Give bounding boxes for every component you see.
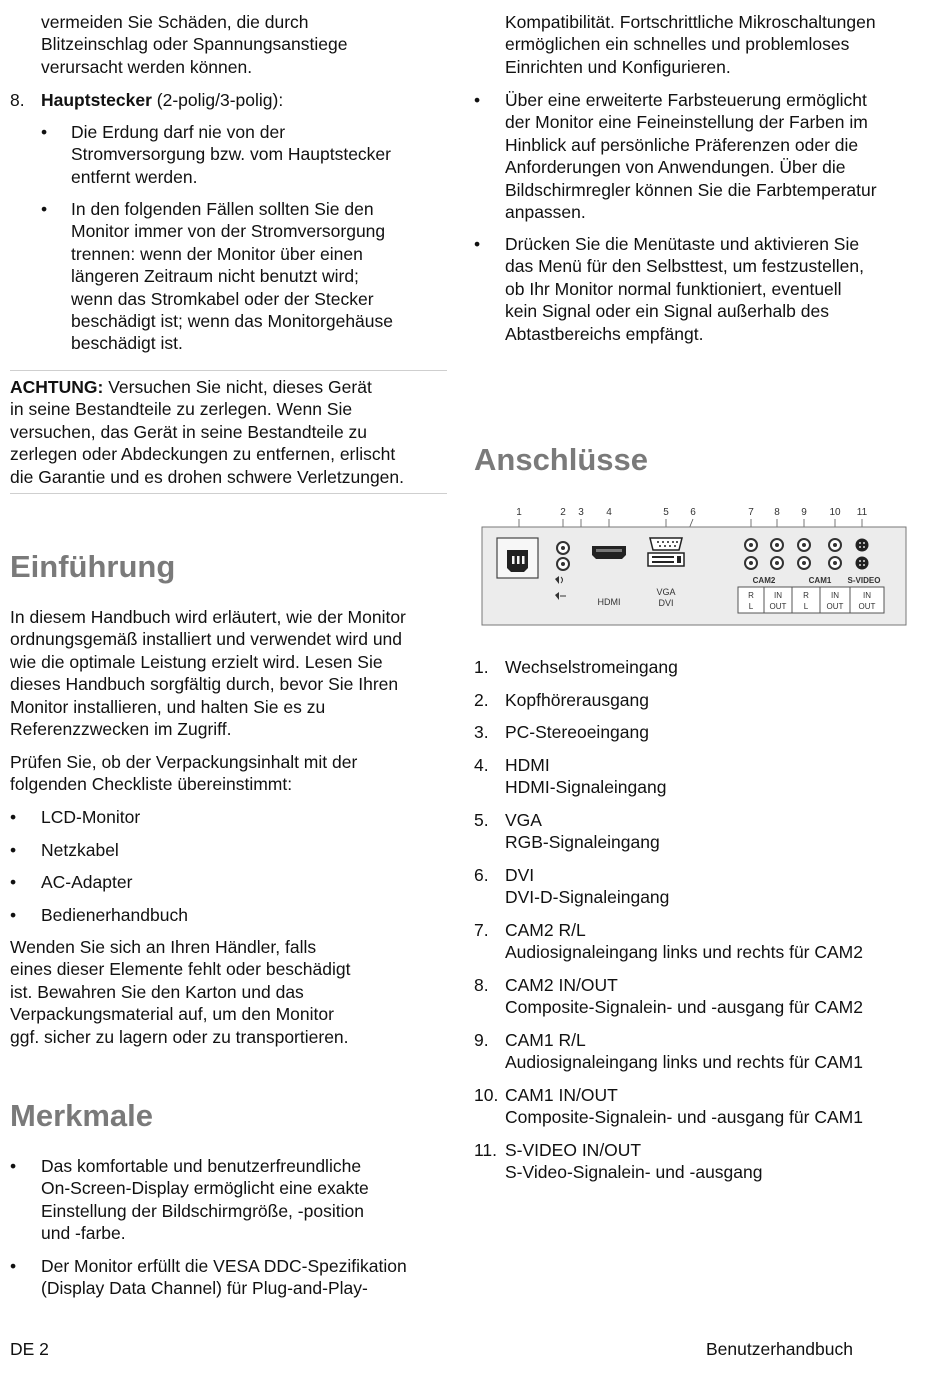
pc-audio-jack-icon: [557, 558, 569, 570]
hdmi-label: HDMI: [597, 597, 621, 607]
text-line: eines dieser Elemente fehlt oder beschädigt: [10, 959, 351, 980]
text-line: [10, 376, 447, 398]
port-number-label: 6: [690, 507, 696, 518]
text-line: Hinblick auf persönliche Präferenzen oder die: [505, 134, 859, 155]
bullet-glyph: •: [474, 234, 481, 254]
text-line: PC-Stereoeingang: [505, 722, 649, 742]
text-line: zerlegen oder Abdeckungen zu entfernen, erlischt: [10, 444, 396, 465]
cam1-label: CAM1: [808, 576, 832, 585]
paragraph: [10, 936, 447, 1048]
list-item-label: [41, 89, 283, 111]
text-line: CAM1 IN/OUT: [505, 1085, 618, 1105]
bullet-glyph: •: [474, 90, 481, 110]
text-line: entfernt werden.: [71, 166, 198, 187]
text-line: S-VIDEO IN/OUT: [505, 1140, 642, 1160]
page-number: DE 2: [10, 1339, 49, 1359]
text-line: Einrichten und Konfigurieren.: [505, 56, 731, 77]
list-item-label: Bedienerhandbuch: [41, 905, 188, 925]
text-line: ggf. sicher zu lagern oder zu transportieren.: [10, 1026, 349, 1047]
port-number-label: 9: [801, 507, 807, 518]
text-line: wenn das Stromkabel oder der Stecker: [71, 288, 374, 309]
text-line: Drücken Sie die Menütaste und aktivieren Sie: [505, 234, 860, 254]
text-line: die Garantie und es drohen schwere Verletzungen.: [10, 466, 405, 487]
text-line: DVI-D-Signaleingang: [505, 887, 670, 908]
bullet-glyph: •: [41, 122, 48, 142]
dvi-label: DVI: [658, 598, 674, 608]
bullet-glyph: •: [10, 1256, 17, 1276]
list-item-label: LCD-Monitor: [41, 807, 141, 827]
intro-continuation: [41, 11, 441, 78]
list-number: 3.: [474, 722, 489, 742]
text-line: Wechselstromeingang: [505, 657, 678, 677]
list-number: 4.: [474, 755, 489, 775]
out-label: OUT: [858, 602, 876, 611]
text-line: anpassen.: [505, 202, 586, 223]
text-line: S-Video-Signalein- und -ausgang: [505, 1162, 763, 1183]
bullet-glyph: •: [10, 807, 17, 827]
l-label: L: [748, 602, 754, 611]
section-heading-merkmale: Merkmale: [10, 1098, 154, 1133]
text-line: Monitor immer von der Stromversorgung: [71, 221, 386, 242]
text-line: Stromversorgung bzw. vom Hauptstecker: [71, 144, 391, 165]
text-line: Einstellung der Bildschirmgröße, -position: [41, 1200, 364, 1221]
text-line: Verpackungsmaterial auf, um den Monitor: [10, 1004, 334, 1025]
ac-inlet-icon: [497, 538, 538, 578]
text-line: Abtastbereichs empfängt.: [505, 323, 704, 344]
text-line: DVI: [505, 865, 535, 885]
list-item-label: AC-Adapter: [41, 872, 133, 892]
text-line: CAM2 R/L: [505, 920, 586, 940]
port-number-label: 7: [748, 507, 754, 518]
text-line: Das komfortable und benutzerfreundliche: [41, 1156, 362, 1176]
bold-term: Hauptstecker: [41, 90, 152, 110]
svideo-label: S-VIDEO: [847, 576, 881, 585]
section-heading-anschluesse: Anschlüsse: [474, 442, 649, 477]
caution-label: ACHTUNG:: [10, 377, 104, 397]
text-line: ist. Bewahren Sie den Karton und das: [10, 981, 304, 1002]
text-line: in seine Bestandteile zu zerlegen. Wenn Sie: [10, 399, 353, 420]
text-line: VGA: [505, 810, 542, 830]
text-line: Über eine erweiterte Farbsteuerung ermöglicht: [505, 90, 867, 110]
port-number-label: 8: [774, 507, 780, 518]
text-line: der Monitor eine Feineinstellung der Farben im: [505, 112, 868, 133]
section-heading-einfuehrung: Einführung: [10, 549, 176, 584]
hdmi-port-icon: [592, 546, 626, 559]
text-line: HDMI: [505, 755, 550, 775]
port-number-label: 1: [516, 507, 522, 518]
out-label: OUT: [769, 602, 787, 611]
caution-text: Versuchen Sie nicht, dieses Gerät: [103, 377, 372, 397]
text-line: Kopfhörerausgang: [505, 690, 649, 710]
in-label: IN: [831, 591, 839, 600]
text-line: Anforderungen von Anwendungen. Über die: [505, 157, 846, 178]
text-line: CAM2 IN/OUT: [505, 975, 618, 995]
document-title: Benutzerhandbuch: [706, 1339, 853, 1359]
list-number: 7.: [474, 920, 489, 940]
r-label: R: [803, 591, 809, 600]
text-line: Bildschirmregler können Sie die Farbtemperatur: [505, 179, 877, 200]
text-line: ermöglichen ein schnelles und problemloses: [505, 34, 850, 55]
text-line: In diesem Handbuch wird erläutert, wie der Monitor: [10, 607, 406, 627]
bullet-glyph: •: [10, 1156, 17, 1176]
text-line: (Display Data Channel) für Plug-and-Play-: [41, 1278, 368, 1299]
bullet-glyph: •: [10, 840, 17, 860]
text-line: folgenden Checkliste übereinstimmt:: [10, 774, 293, 795]
text-line: beschädigt ist.: [71, 333, 183, 354]
paragraph: [10, 751, 447, 796]
list-number: 5.: [474, 810, 489, 830]
feature-continuation: [505, 11, 925, 78]
port-number-label: 5: [663, 507, 669, 518]
text-line: längeren Zeitraum nicht benutzt wird;: [71, 266, 359, 287]
in-label: IN: [863, 591, 871, 600]
text-line: ordnungsgemäß installiert und verwendet wird und: [10, 629, 403, 650]
text-line: RGB-Signaleingang: [505, 832, 660, 853]
list-number: 11.: [474, 1140, 498, 1160]
port-number-label: 3: [578, 507, 584, 518]
text-line: Wenden Sie sich an Ihren Händler, falls: [10, 937, 317, 957]
text-line: CAM1 R/L: [505, 1030, 586, 1050]
dvi-port-icon: [648, 553, 684, 566]
divider: [10, 493, 447, 494]
text-line: und -farbe.: [41, 1223, 126, 1244]
text-line: Referenzzwecken im Zugriff.: [10, 719, 232, 740]
in-label: IN: [774, 591, 782, 600]
text-line: Audiosignaleingang links und rechts für CAM1: [505, 1052, 863, 1073]
l-label: L: [803, 602, 809, 611]
list-number: 6.: [474, 865, 489, 885]
text-line: beschädigt ist; wenn das Monitorgehäuse: [71, 311, 394, 332]
list-number: 8.: [10, 90, 25, 110]
list-number: 2.: [474, 690, 489, 710]
text-line: Kompatibilität. Fortschrittliche Mikroschaltungen: [505, 12, 876, 32]
bullet-glyph: •: [41, 199, 48, 219]
text-line: HDMI-Signaleingang: [505, 777, 667, 798]
divider: [10, 370, 447, 371]
vga-label: VGA: [656, 587, 676, 597]
text-line: kein Signal oder ein Signal außerhalb des: [505, 301, 829, 322]
connector-panel-diagram: [480, 500, 912, 630]
port-number-label: 4: [606, 507, 612, 518]
list-item-label: Netzkabel: [41, 840, 119, 860]
r-label: R: [748, 591, 754, 600]
text-line: Composite-Signalein- und -ausgang für CAM2: [505, 997, 863, 1018]
text-line: Blitzeinschlag oder Spannungsanstiege: [41, 34, 348, 55]
text-line: versuchen, das Gerät in seine Bestandteile zu: [10, 421, 368, 442]
text-line: das Menü für den Selbsttest, um festzustellen,: [505, 256, 864, 277]
list-number: 10.: [474, 1085, 499, 1105]
port-number-label: 10: [829, 507, 841, 518]
cam2-label: CAM2: [752, 576, 776, 585]
text-line: Die Erdung darf nie von der: [71, 122, 286, 142]
text-line: Monitor installieren, und halten Sie es zu: [10, 696, 326, 717]
text-line: On-Screen-Display ermöglicht eine exakte: [41, 1178, 369, 1199]
port-number-label: 11: [856, 507, 868, 518]
text-line: ob Ihr Monitor normal funktioniert, eventuell: [505, 278, 842, 299]
text-line: Composite-Signalein- und -ausgang für CAM1: [505, 1107, 863, 1128]
text-line: Prüfen Sie, ob der Verpackungsinhalt mit der: [10, 752, 358, 772]
text-line: vermeiden Sie Schäden, die durch: [41, 12, 309, 32]
bullet-glyph: •: [10, 905, 17, 925]
list-number: 1.: [474, 657, 489, 677]
list-item-rest: (2-polig/3-polig):: [151, 90, 284, 110]
bullet-glyph: •: [10, 872, 17, 892]
text-line: wie die optimale Leistung erzielt wird. Lesen Sie: [10, 651, 383, 672]
text-line: verursacht werden können.: [41, 56, 253, 77]
vga-port-icon: [650, 538, 682, 550]
text-line: Der Monitor erfüllt die VESA DDC-Spezifikation: [41, 1256, 407, 1276]
list-number: 8.: [474, 975, 489, 995]
text-line: In den folgenden Fällen sollten Sie den: [71, 199, 374, 219]
text-line: Audiosignaleingang links und rechts für CAM2: [505, 942, 863, 963]
out-label: OUT: [826, 602, 844, 611]
text-line: trennen: wenn der Monitor über einen: [71, 243, 363, 264]
text-line: dieses Handbuch sorgfältig durch, bevor Sie Ihren: [10, 674, 399, 695]
list-number: 9.: [474, 1030, 489, 1050]
port-number-label: 2: [560, 507, 566, 518]
headphone-jack-icon: [557, 542, 569, 554]
caution-box: [10, 376, 447, 488]
paragraph: [10, 606, 447, 740]
